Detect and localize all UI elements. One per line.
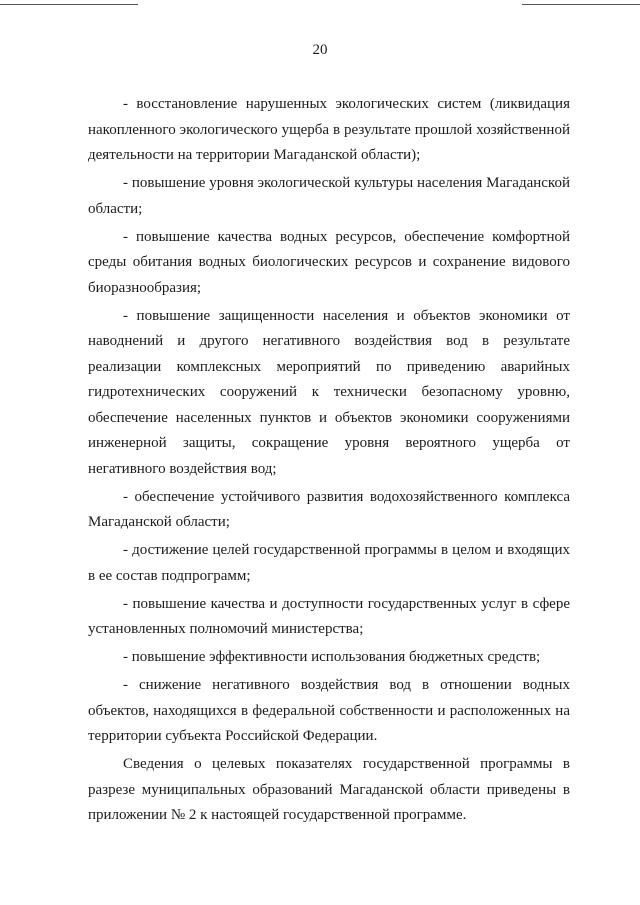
- scan-edge-line-right: [522, 4, 640, 5]
- paragraph-water-complex: - обеспечение устойчивого развития водохозяйственного комплекса Магаданской области;: [88, 488, 570, 530]
- paragraph-flood-protection: - повышение защищенности населения и объектов экономики от наводнений и другого негативного воздействия вод в результате реализации комплексных мероприятий по приведению аварийных гидротехнических сооружений к технически безопасному уровню, обеспечение населенных пунктов и объектов экономики сооружениями инженерной защиты, сокращение уровня вероятного ущерба от негативного воздействия вод;: [88, 307, 570, 477]
- paragraph-ecological-culture: - повышение уровня экологической культуры населения Магаданской области;: [88, 175, 570, 217]
- paragraph-water-quality: - повышение качества водных ресурсов, обеспечение комфортной среды обитания водных биологических ресурсов и сохранение видового биоразнообразия;: [88, 228, 570, 296]
- page-number: 20: [312, 42, 328, 58]
- paragraph-budget-efficiency: - повышение эффективности использования бюджетных средств;: [123, 649, 541, 665]
- paragraph-program-goals: - достижение целей государственной программы в целом и входящих в ее состав подпрограмм;: [88, 542, 570, 584]
- scan-edge-line-left: [0, 4, 138, 5]
- paragraph-negative-impact: - снижение негативного воздействия вод в отношении водных объектов, находящихся в федеральной собственности и расположенных на территории субъекта Российской Федерации.: [88, 677, 570, 744]
- paragraph-ecosystem-restoration: - восстановление нарушенных экологических систем (ликвидация накопленного экологического ущерба в результате прошлой хозяйственной деятельности на территории Магаданской области);: [88, 96, 570, 163]
- paragraph-target-indicators: Сведения о целевых показателях государственной программы в разрезе муниципальных образований Магаданской области приведены в приложении № 2 к настоящей государственной программе.: [88, 756, 570, 823]
- paragraph-public-services: - повышение качества и доступности государственных услуг в сфере установленных полномочий министерства;: [88, 595, 570, 637]
- document-body: [88, 92, 570, 831]
